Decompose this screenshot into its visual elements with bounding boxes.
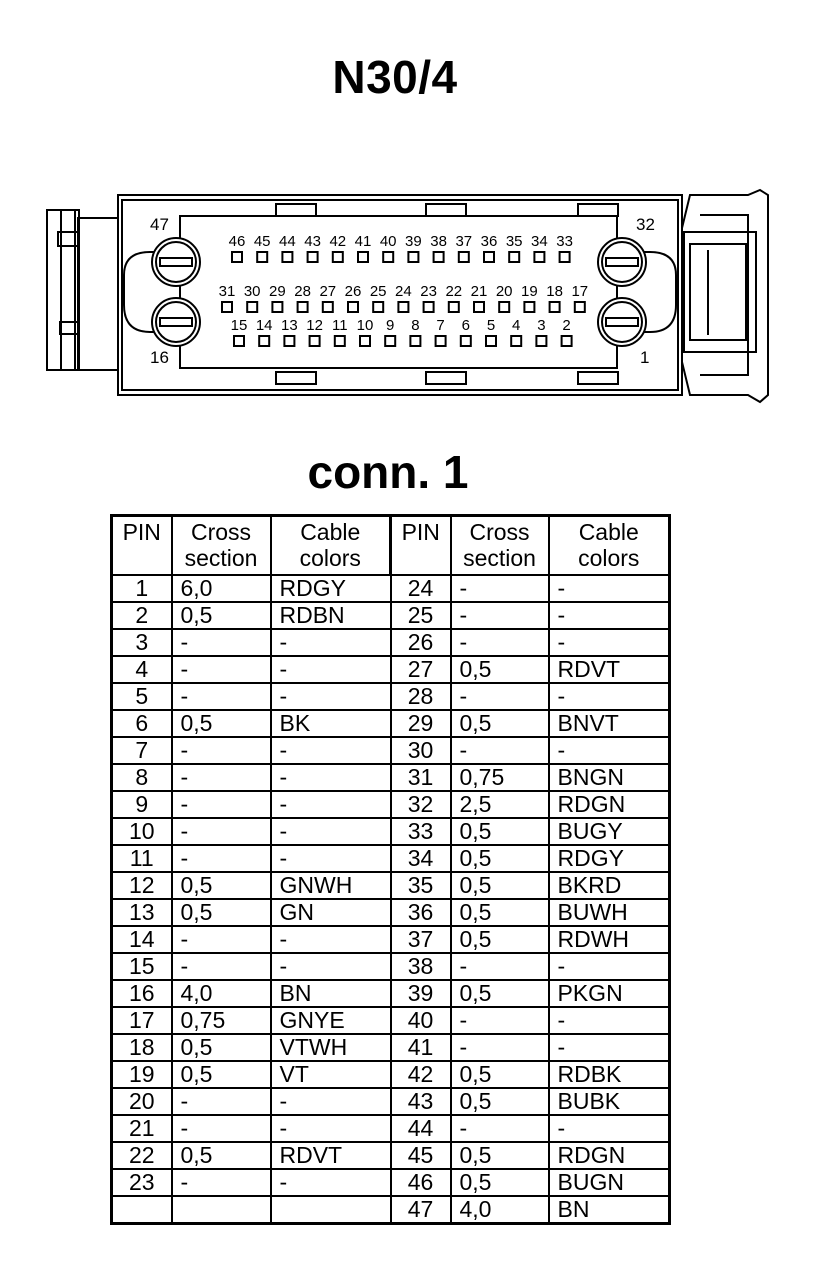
pin-socket xyxy=(310,336,320,346)
pin-number-cell: 14 xyxy=(112,926,172,953)
pin-label: 6 xyxy=(461,317,470,334)
cable-color-cell: RDGY xyxy=(271,575,391,602)
pin-label: 8 xyxy=(411,317,420,334)
pin-label: 3 xyxy=(537,317,546,334)
pin-label: 36 xyxy=(480,233,498,250)
pin-number-cell: 42 xyxy=(391,1061,451,1088)
pin-number-cell: 11 xyxy=(112,845,172,872)
pin-socket xyxy=(272,302,282,312)
pin-socket xyxy=(333,252,343,262)
cable-color-cell: - xyxy=(549,1007,670,1034)
table-row xyxy=(112,710,670,737)
cable-color-cell: VT xyxy=(271,1061,391,1088)
pin-label: 12 xyxy=(306,317,323,334)
pin-socket xyxy=(232,252,242,262)
table-row xyxy=(112,1142,670,1169)
cross-section-cell: - xyxy=(451,953,549,980)
cable-color-cell: BKRD xyxy=(549,872,670,899)
cross-section-cell: 0,5 xyxy=(172,1142,271,1169)
pin-label: 25 xyxy=(369,283,387,300)
pin-label: 33 xyxy=(556,233,573,250)
cross-section-cell: 0,5 xyxy=(451,899,549,926)
pin-socket xyxy=(360,336,370,346)
pin-number-cell: 44 xyxy=(391,1115,451,1142)
pin-socket xyxy=(373,302,383,312)
pin-label: 26 xyxy=(344,283,362,300)
left-latch xyxy=(47,210,118,370)
table-row xyxy=(112,1115,670,1142)
cross-section-cell: 0,5 xyxy=(172,872,271,899)
cross-section-cell: - xyxy=(451,737,549,764)
pin-number-cell: 2 xyxy=(112,602,172,629)
cable-color-cell: BN xyxy=(271,980,391,1007)
cable-color-cell: PKGN xyxy=(549,980,670,1007)
pin-label: 23 xyxy=(420,283,437,300)
connector-diagram xyxy=(0,0,816,420)
pin-number-cell: 33 xyxy=(391,818,451,845)
cross-section-cell: - xyxy=(451,1034,549,1061)
pin-socket xyxy=(461,336,471,346)
pin-number-cell: 46 xyxy=(391,1169,451,1196)
cross-section-cell: 6,0 xyxy=(172,575,271,602)
pin-socket xyxy=(308,252,318,262)
pin-socket xyxy=(550,302,560,312)
cable-color-cell: RDBN xyxy=(271,602,391,629)
corner-label-16: 16 xyxy=(150,348,169,367)
table-row xyxy=(112,1088,670,1115)
cable-color-cell: BUGN xyxy=(549,1169,670,1196)
connector-subtitle: conn. 1 xyxy=(307,446,469,498)
cable-color-cell: - xyxy=(271,1169,391,1196)
pin-socket xyxy=(484,252,494,262)
pin-label: 21 xyxy=(470,283,488,300)
pin-label: 24 xyxy=(395,283,412,300)
cross-section-cell: 0,5 xyxy=(451,1061,549,1088)
pin-label: 18 xyxy=(546,283,563,300)
header-cable-colors: Cable colors xyxy=(549,516,670,576)
cable-color-cell: VTWH xyxy=(271,1034,391,1061)
cable-color-cell: RDGN xyxy=(549,791,670,818)
cross-section-cell: 0,5 xyxy=(451,1142,549,1169)
pin-number-cell: 3 xyxy=(112,629,172,656)
pin-number-cell: 9 xyxy=(112,791,172,818)
cable-color-cell: BUBK xyxy=(549,1088,670,1115)
pin-socket xyxy=(534,252,544,262)
cross-section-cell xyxy=(172,1196,271,1224)
pin-number-cell: 35 xyxy=(391,872,451,899)
cross-section-cell: 0,75 xyxy=(451,764,549,791)
cross-section-cell: 0,5 xyxy=(451,980,549,1007)
cross-section-cell: - xyxy=(172,656,271,683)
pin-label: 45 xyxy=(253,233,271,250)
pin-number-cell: 38 xyxy=(391,953,451,980)
pin-number-cell: 17 xyxy=(112,1007,172,1034)
pin-socket xyxy=(408,252,418,262)
corner-label-47: 47 xyxy=(150,215,169,234)
pin-socket xyxy=(234,336,244,346)
cross-section-cell: 0,5 xyxy=(172,710,271,737)
pin-number-cell: 43 xyxy=(391,1088,451,1115)
pin-number-cell: 34 xyxy=(391,845,451,872)
cable-color-cell: BUWH xyxy=(549,899,670,926)
table-row xyxy=(112,1034,670,1061)
pin-number-cell: 36 xyxy=(391,899,451,926)
table-row xyxy=(112,737,670,764)
cable-color-cell: - xyxy=(271,926,391,953)
cable-color-cell: GN xyxy=(271,899,391,926)
pin-socket xyxy=(259,336,269,346)
pin-label: 41 xyxy=(354,233,372,250)
cross-section-cell: 0,75 xyxy=(172,1007,271,1034)
pin-label: 38 xyxy=(430,233,447,250)
pin-number-cell xyxy=(112,1196,172,1224)
pin-socket xyxy=(449,302,459,312)
cable-color-cell: RDWH xyxy=(549,926,670,953)
pin-socket xyxy=(474,302,484,312)
pin-socket xyxy=(575,302,585,312)
cable-color-cell: - xyxy=(549,953,670,980)
cable-color-cell: - xyxy=(271,764,391,791)
table-row xyxy=(112,629,670,656)
pin-socket xyxy=(424,302,434,312)
pin-label: 28 xyxy=(294,283,311,300)
cable-color-cell: BNVT xyxy=(549,710,670,737)
cross-section-cell: 0,5 xyxy=(451,1088,549,1115)
table-row xyxy=(112,845,670,872)
cross-section-cell: - xyxy=(172,683,271,710)
pin-number-cell: 13 xyxy=(112,899,172,926)
pin-label: 29 xyxy=(269,283,286,300)
pin-number-cell: 41 xyxy=(391,1034,451,1061)
cable-color-cell: - xyxy=(271,737,391,764)
pin-socket xyxy=(524,302,534,312)
pin-socket xyxy=(335,336,345,346)
pin-number-cell: 22 xyxy=(112,1142,172,1169)
cable-color-cell: RDGN xyxy=(549,1142,670,1169)
corner-label-1: 1 xyxy=(640,348,650,367)
pin-number-cell: 19 xyxy=(112,1061,172,1088)
cable-color-cell: - xyxy=(271,791,391,818)
pin-socket xyxy=(222,302,232,312)
pin-number-cell: 15 xyxy=(112,953,172,980)
pin-socket xyxy=(282,252,292,262)
screw-top-left xyxy=(152,238,200,286)
pin-socket xyxy=(385,336,395,346)
pin-number-cell: 6 xyxy=(112,710,172,737)
pin-label: 13 xyxy=(281,317,298,334)
cross-section-cell: 0,5 xyxy=(451,1169,549,1196)
pin-socket xyxy=(323,302,333,312)
cable-color-cell: - xyxy=(271,845,391,872)
pin-number-cell: 26 xyxy=(391,629,451,656)
cross-section-cell: 4,0 xyxy=(172,980,271,1007)
page-title: N30/4 xyxy=(332,51,458,103)
cross-section-cell: - xyxy=(451,683,549,710)
cross-section-cell: - xyxy=(172,1115,271,1142)
cable-color-cell: - xyxy=(271,656,391,683)
pin-number-cell: 24 xyxy=(391,575,451,602)
pin-label: 2 xyxy=(562,317,571,334)
pin-number-cell: 18 xyxy=(112,1034,172,1061)
pin-label: 40 xyxy=(379,233,397,250)
cable-color-cell: GNWH xyxy=(271,872,391,899)
pin-number-cell: 29 xyxy=(391,710,451,737)
screw-top-right xyxy=(598,238,646,286)
cable-color-cell: GNYE xyxy=(271,1007,391,1034)
cable-color-cell: - xyxy=(271,818,391,845)
cable-color-cell: - xyxy=(549,1115,670,1142)
cable-color-cell: BUGY xyxy=(549,818,670,845)
table-row xyxy=(112,791,670,818)
cross-section-cell: 0,5 xyxy=(451,656,549,683)
cable-color-cell: BNGN xyxy=(549,764,670,791)
pin-label: 35 xyxy=(505,233,523,250)
cable-color-cell: - xyxy=(549,602,670,629)
pin-socket xyxy=(562,336,572,346)
cable-color-cell: - xyxy=(549,683,670,710)
screw-bottom-right xyxy=(598,298,646,346)
table-row xyxy=(112,1169,670,1196)
pin-socket xyxy=(383,252,393,262)
pin-socket xyxy=(348,302,358,312)
table-row xyxy=(112,602,670,629)
cable-color-cell: - xyxy=(549,737,670,764)
pin-socket xyxy=(298,302,308,312)
cable-color-cell xyxy=(271,1196,391,1224)
cable-color-cell: - xyxy=(549,575,670,602)
cable-color-cell: RDVT xyxy=(549,656,670,683)
cross-section-cell: 0,5 xyxy=(172,602,271,629)
cross-section-cell: - xyxy=(451,1007,549,1034)
cross-section-cell: - xyxy=(451,1115,549,1142)
pin-label: 22 xyxy=(445,283,463,300)
cable-color-cell: - xyxy=(271,683,391,710)
pin-number-cell: 12 xyxy=(112,872,172,899)
pin-label: 27 xyxy=(319,283,337,300)
cross-section-cell: - xyxy=(172,1169,271,1196)
pin-label: 46 xyxy=(228,233,246,250)
pin-number-cell: 40 xyxy=(391,1007,451,1034)
cable-color-cell: BK xyxy=(271,710,391,737)
table-row xyxy=(112,980,670,1007)
pin-label: 31 xyxy=(218,283,236,300)
table-row xyxy=(112,575,670,602)
pin-socket xyxy=(486,336,496,346)
pin-socket xyxy=(499,302,509,312)
cross-section-cell: 4,0 xyxy=(451,1196,549,1224)
pin-socket xyxy=(509,252,519,262)
pin-number-cell: 5 xyxy=(112,683,172,710)
pin-label: 11 xyxy=(332,317,348,334)
cross-section-cell: - xyxy=(172,629,271,656)
pin-number-cell: 37 xyxy=(391,926,451,953)
pin-socket xyxy=(560,252,570,262)
cable-color-cell: - xyxy=(549,1034,670,1061)
pin-number-cell: 31 xyxy=(391,764,451,791)
pin-label: 39 xyxy=(405,233,422,250)
cross-section-cell: 0,5 xyxy=(172,1034,271,1061)
cable-color-cell: RDBK xyxy=(549,1061,670,1088)
cross-section-cell: - xyxy=(172,818,271,845)
cable-color-cell: RDVT xyxy=(271,1142,391,1169)
pin-socket xyxy=(358,252,368,262)
pin-number-cell: 10 xyxy=(112,818,172,845)
cable-color-cell: - xyxy=(271,1088,391,1115)
pin-socket xyxy=(511,336,521,346)
pin-number-cell: 1 xyxy=(112,575,172,602)
pin-label: 4 xyxy=(512,317,521,334)
header-cable-colors: Cable colors xyxy=(271,516,391,576)
table-row xyxy=(112,764,670,791)
table-row xyxy=(112,683,670,710)
pin-socket xyxy=(436,336,446,346)
cross-section-cell: - xyxy=(172,926,271,953)
corner-label-32: 32 xyxy=(636,215,655,234)
cross-section-cell: - xyxy=(172,1088,271,1115)
pin-label: 43 xyxy=(304,233,321,250)
pin-label: 42 xyxy=(329,233,347,250)
pin-label: 17 xyxy=(571,283,589,300)
pin-label: 14 xyxy=(255,317,273,334)
pin-number-cell: 39 xyxy=(391,980,451,1007)
pin-label: 30 xyxy=(243,283,261,300)
pin-number-cell: 4 xyxy=(112,656,172,683)
cable-color-cell: RDGY xyxy=(549,845,670,872)
cross-section-cell: 0,5 xyxy=(451,872,549,899)
pin-socket xyxy=(459,252,469,262)
cross-section-cell: - xyxy=(172,764,271,791)
pin-label: 7 xyxy=(436,317,445,334)
pin-label: 10 xyxy=(356,317,374,334)
header-pin: PIN xyxy=(112,516,172,576)
cross-section-cell: - xyxy=(172,953,271,980)
cross-section-cell: - xyxy=(172,845,271,872)
pin-label: 37 xyxy=(455,233,473,250)
cross-section-cell: - xyxy=(172,791,271,818)
cable-color-cell: BN xyxy=(549,1196,670,1224)
pin-socket xyxy=(434,252,444,262)
table-row xyxy=(112,899,670,926)
pin-socket xyxy=(398,302,408,312)
cross-section-cell: 0,5 xyxy=(451,710,549,737)
pin-label: 5 xyxy=(486,317,496,334)
right-lever xyxy=(682,190,768,402)
table-row xyxy=(112,656,670,683)
cable-color-cell: - xyxy=(271,629,391,656)
table-row xyxy=(112,926,670,953)
pin-number-cell: 27 xyxy=(391,656,451,683)
header-cross-section: Cross section xyxy=(451,516,549,576)
header-cross-section: Cross section xyxy=(172,516,271,576)
table-header-row xyxy=(112,516,670,576)
pin-label: 34 xyxy=(531,233,548,250)
pin-number-cell: 20 xyxy=(112,1088,172,1115)
pin-number-cell: 21 xyxy=(112,1115,172,1142)
pin-socket xyxy=(247,302,257,312)
cross-section-cell: - xyxy=(451,629,549,656)
pin-number-cell: 30 xyxy=(391,737,451,764)
table-row xyxy=(112,953,670,980)
cable-color-cell: - xyxy=(271,953,391,980)
pin-label: 15 xyxy=(230,317,248,334)
pin-socket xyxy=(284,336,294,346)
pin-assignment-table xyxy=(110,514,671,1225)
pin-number-cell: 8 xyxy=(112,764,172,791)
table-row xyxy=(112,1196,670,1224)
pin-number-cell: 28 xyxy=(391,683,451,710)
table-row xyxy=(112,1007,670,1034)
pin-number-cell: 25 xyxy=(391,602,451,629)
pin-label: 44 xyxy=(279,233,296,250)
pin-socket xyxy=(536,336,546,346)
pin-number-cell: 32 xyxy=(391,791,451,818)
cross-section-cell: - xyxy=(451,575,549,602)
cross-section-cell: 0,5 xyxy=(172,899,271,926)
pin-number-cell: 7 xyxy=(112,737,172,764)
pin-label: 9 xyxy=(386,317,395,334)
table-row xyxy=(112,818,670,845)
pin-number-cell: 16 xyxy=(112,980,172,1007)
cable-color-cell: - xyxy=(549,629,670,656)
cross-section-cell: 0,5 xyxy=(172,1061,271,1088)
cross-section-cell: 0,5 xyxy=(451,926,549,953)
cross-section-cell: 0,5 xyxy=(451,818,549,845)
pin-socket xyxy=(257,252,267,262)
pin-label: 19 xyxy=(521,283,538,300)
pin-socket xyxy=(410,336,420,346)
cross-section-cell: 0,5 xyxy=(451,845,549,872)
pin-number-cell: 23 xyxy=(112,1169,172,1196)
screw-bottom-left xyxy=(152,298,200,346)
cross-section-cell: - xyxy=(172,737,271,764)
pin-number-cell: 47 xyxy=(391,1196,451,1224)
pin-label: 20 xyxy=(495,283,513,300)
cable-color-cell: - xyxy=(271,1115,391,1142)
table-row xyxy=(112,872,670,899)
pin-number-cell: 45 xyxy=(391,1142,451,1169)
cross-section-cell: 2,5 xyxy=(451,791,549,818)
table-row xyxy=(112,1061,670,1088)
cross-section-cell: - xyxy=(451,602,549,629)
header-pin: PIN xyxy=(391,516,451,576)
